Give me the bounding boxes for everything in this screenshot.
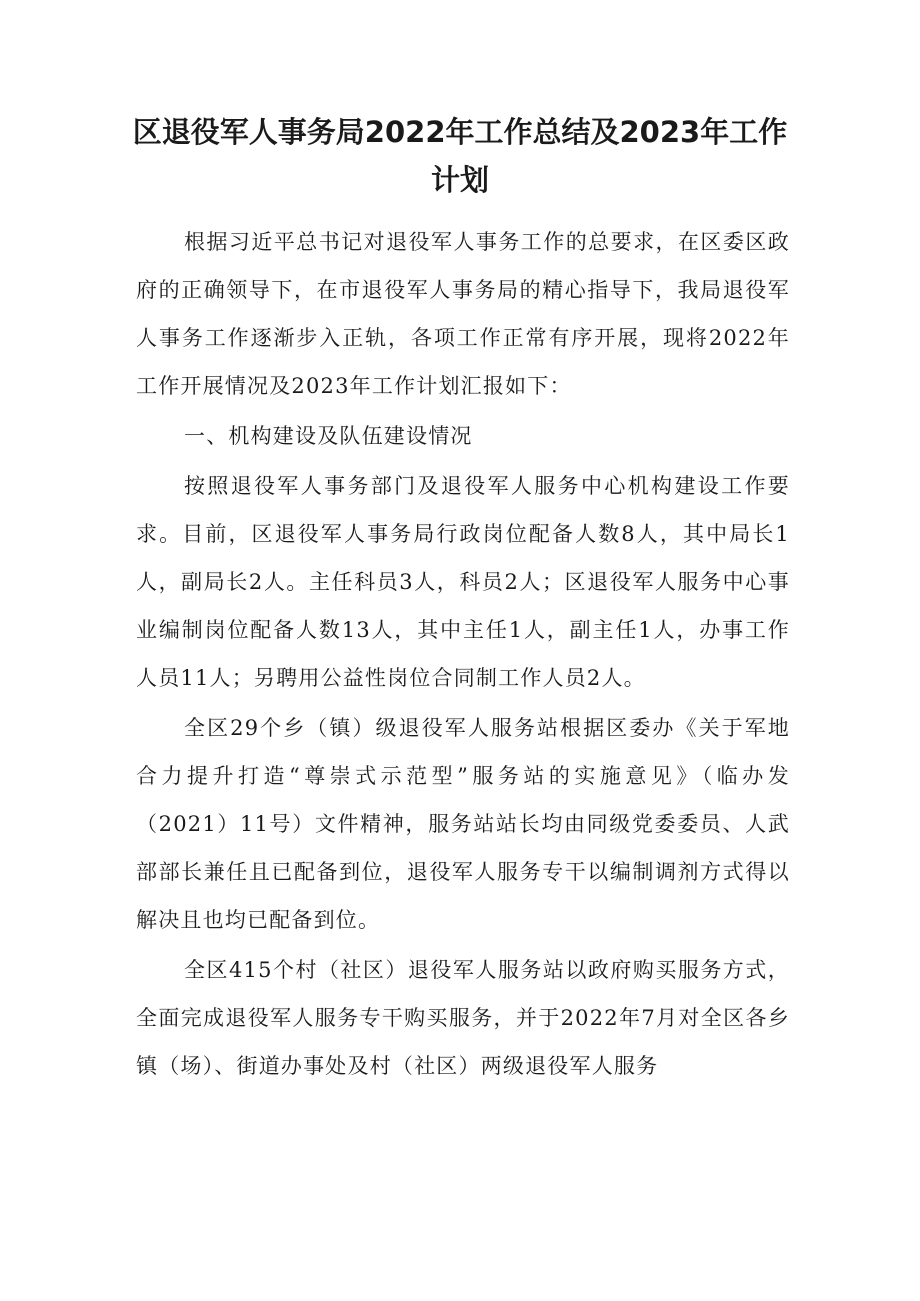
- document-body: [136, 218, 790, 1090]
- paragraph-village-stations: 全区415个村（社区）退役军人服务站以政府购买服务方式，全面完成退役军人服务专干购买服务，并于2022年7月对全区各乡镇（场）、街道办事处及村（社区）两级退役军人服务: [136, 958, 790, 1078]
- paragraph-staffing: 按照退役军人事务部门及退役军人服务中心机构建设工作要求。目前，区退役军人事务局行政岗位配备人数8人，其中局长1人，副局长2人。主任科员3人，科员2人；区退役军人服务中心事业编制岗位配备人数13人，其中主任1人，副主任1人，办事工作人员11人；另聘用公益性岗位合同制工作人员2人。: [136, 474, 790, 690]
- paragraph-township-stations: 全区29个乡（镇）级退役军人服务站根据区委办《关于军地合力提升打造“尊崇式示范型”服务站的实施意见》（临办发（2021）11号）文件精神，服务站站长均由同级党委委员、人武部部长兼任且已配备到位，退役军人服务专干以编制调剂方式得以解决且也均已配备到位。: [136, 716, 790, 932]
- title-line-2: 计划: [430, 163, 489, 197]
- title-line-1: 区退役军人事务局2022年工作总结及2023年工作: [132, 115, 788, 149]
- paragraph-intro: 根据习近平总书记对退役军人事务工作的总要求，在区委区政府的正确领导下，在市退役军人事务局的精心指导下，我局退役军人事务工作逐渐步入正轨，各项工作正常有序开展，现将2022年工作开展情况及2023年工作计划汇报如下：: [136, 230, 790, 398]
- section-heading: 一、机构建设及队伍建设情况: [184, 424, 473, 448]
- document-title: [100, 108, 820, 204]
